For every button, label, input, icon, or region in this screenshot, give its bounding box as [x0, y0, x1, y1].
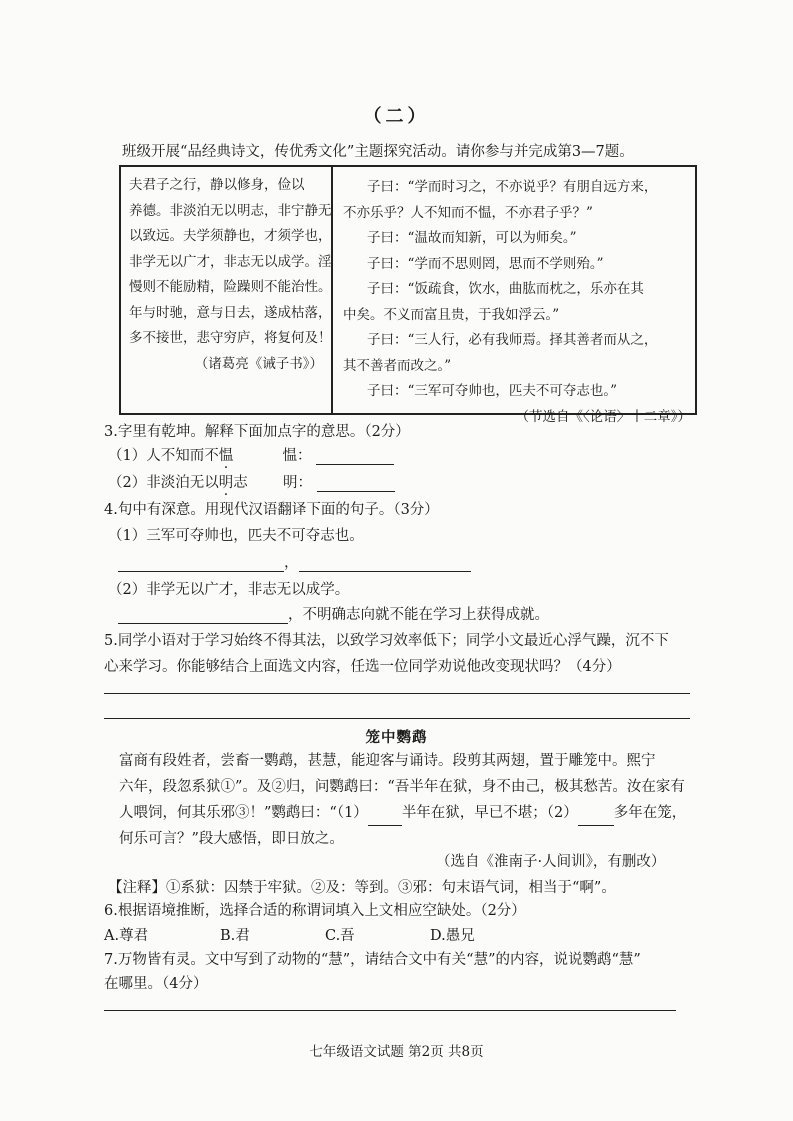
passage-line: 六年，段忽系狱①”。及②归，问鹦鹉曰：“吾半年在狱，身不由己，极其愁苦。汝在家有 — [119, 779, 685, 795]
q7-answer-line[interactable] — [104, 1010, 676, 1011]
q3-item2-label: 明： — [282, 475, 312, 491]
q4-item2-blank[interactable] — [118, 607, 288, 624]
jiezishu-text — [129, 173, 332, 377]
right-line: 其不善者而改之。” — [343, 357, 452, 374]
q4-item2-answer — [118, 603, 549, 624]
passage-title: 笼中鹦鹉 — [365, 729, 428, 746]
left-line: 夫君子之行，静以修身，俭以 — [129, 177, 305, 193]
activity-intro: 班级开展“品经典诗文，传优秀文化”主题探究活动。请你参与并完成第3—7题。 — [122, 144, 634, 160]
q3-item1-label: 愠： — [282, 448, 312, 464]
q7-line2: 在哪里。（4分） — [104, 976, 208, 992]
q6-option-b[interactable]: B.君 — [220, 928, 250, 944]
q4-item1: （1）三军可夺帅也，匹夫不可夺志也。 — [108, 528, 364, 544]
q3-item2-text: （2）非淡泊无以 — [108, 475, 219, 491]
q5-answer-line-2[interactable] — [104, 718, 690, 719]
q3-item2 — [108, 471, 395, 492]
right-line: 子曰：“学而不思则罔，思而不学则殆。” — [367, 255, 604, 272]
passage-line-with-blanks — [119, 800, 699, 826]
section-title: （二） — [363, 106, 430, 127]
right-line: 子曰：“学而时习之，不亦说乎？有朋自远方来， — [367, 179, 658, 195]
q3-item1-answer-blank[interactable] — [316, 448, 394, 465]
q5-answer-line-1[interactable] — [104, 693, 690, 694]
q6-option-a[interactable]: A.尊君 — [104, 928, 149, 944]
q7-line1: 7.万物皆有灵。文中写到了动物的“慧”，请结合文中有关“慧”的内容，说说鹦鹉“慧” — [104, 952, 641, 968]
passage-line: 何乐可言？”段大感悟，即日放之。 — [119, 831, 344, 847]
q6-stem: 6.根据语境推断，选择合适的称谓词填入上文相应空缺处。（2分） — [104, 903, 526, 919]
q3-stem: 3.字里有乾坤。解释下面加点字的意思。（2分） — [104, 424, 410, 440]
passage-line3-end: 多年在笼， — [613, 805, 687, 821]
right-line: 中矣。不义而富且贵，于我如浮云。” — [343, 306, 560, 323]
q4-item1-comma: ， — [284, 555, 299, 571]
left-line: 养德。非淡泊无以明志，非宁静无 — [129, 202, 332, 219]
q6-option-d[interactable]: D.愚兄 — [430, 928, 475, 944]
right-line: 子曰：“温故而知新，可以为师矣。” — [367, 230, 577, 246]
q6-option-c[interactable]: C.吾 — [325, 928, 355, 944]
q3-item2-answer-blank[interactable] — [317, 475, 395, 492]
passage-line3-start: 人喂饲，何其乐邪③！”鹦鹉曰：“（1） — [119, 805, 368, 821]
q4-item1-blank-b[interactable] — [299, 555, 471, 572]
q4-item2-answer-tail: ，不明确志向就不能在学习上获得成就。 — [288, 607, 549, 623]
q4-item1-blank-a[interactable] — [118, 555, 284, 572]
passage-line3-mid: 半年在狱，早已不堪；（2） — [401, 805, 578, 821]
q5-line2: 心来学习。你能够结合上面选文内容，任选一位同学劝说他改变现状吗？（4分） — [104, 659, 621, 675]
left-source: （诸葛亮《诫子书》） — [194, 355, 323, 372]
right-line: 不亦乐乎？人不知而不愠，不亦君子乎？” — [343, 204, 593, 221]
q4-item2: （2）非学无以广才，非志无以成学。 — [108, 582, 350, 598]
q3-item2-dotted-char: 明 — [218, 475, 234, 491]
left-line: 年与时驰，意与日去，遂成枯落， — [129, 304, 332, 321]
passage-body — [119, 748, 699, 852]
passage-blank-2[interactable] — [578, 809, 614, 826]
q3-item1-dotted-char: 愠 — [218, 448, 234, 464]
q4-item1-answer — [118, 551, 471, 572]
q3-item2-text-tail: 志 — [233, 475, 248, 491]
lunyu-text — [343, 175, 693, 430]
right-source: （节选自《〈论语〉十二章》） — [515, 408, 691, 425]
q3-item1 — [108, 444, 394, 465]
passage-blank-1[interactable] — [368, 809, 402, 826]
passage-line: 富商有段姓者，尝畜一鹦鹉，甚慧，能迎客与诵诗。段剪其两翅，置于雕笼中。熙宁 — [119, 753, 656, 769]
passage-source: （选自《淮南子·人间训》，有删改） — [436, 854, 666, 870]
left-line: 多不接世，悲守穷庐，将复何及！ — [129, 330, 332, 346]
right-line: 子曰：“饭疏食，饮水，曲肱而枕之，乐亦在其 — [367, 281, 644, 297]
left-line: 以致远。夫学须静也，才须学也， — [129, 228, 332, 244]
q5-line1: 5.同学小语对于学习始终不得其法，以致学习效率低下；同学小文最近心浮气躁，沉不下 — [104, 633, 669, 649]
page-footer: 七年级语文试题 第2页 共8页 — [309, 1044, 484, 1060]
left-line: 非学无以广才，非志无以成学。淫 — [129, 253, 332, 270]
q3-item1-text: （1）人不知而不 — [108, 448, 219, 464]
q4-stem: 4.句中有深意。用现代汉语翻译下面的句子。（3分） — [104, 502, 439, 518]
notes: 【注释】①系狱：囚禁于牢狱。②及：等到。③邪：句末语气词，相当于“啊”。 — [108, 880, 616, 896]
left-line: 慢则不能励精，险躁则不能治性。 — [129, 279, 332, 295]
right-line: 子曰：“三军可夺帅也，匹夫不可夺志也。” — [367, 383, 618, 399]
reading-texts-box — [119, 165, 697, 425]
right-line: 子曰：“三人行，必有我师焉。择其善者而从之， — [367, 332, 658, 348]
